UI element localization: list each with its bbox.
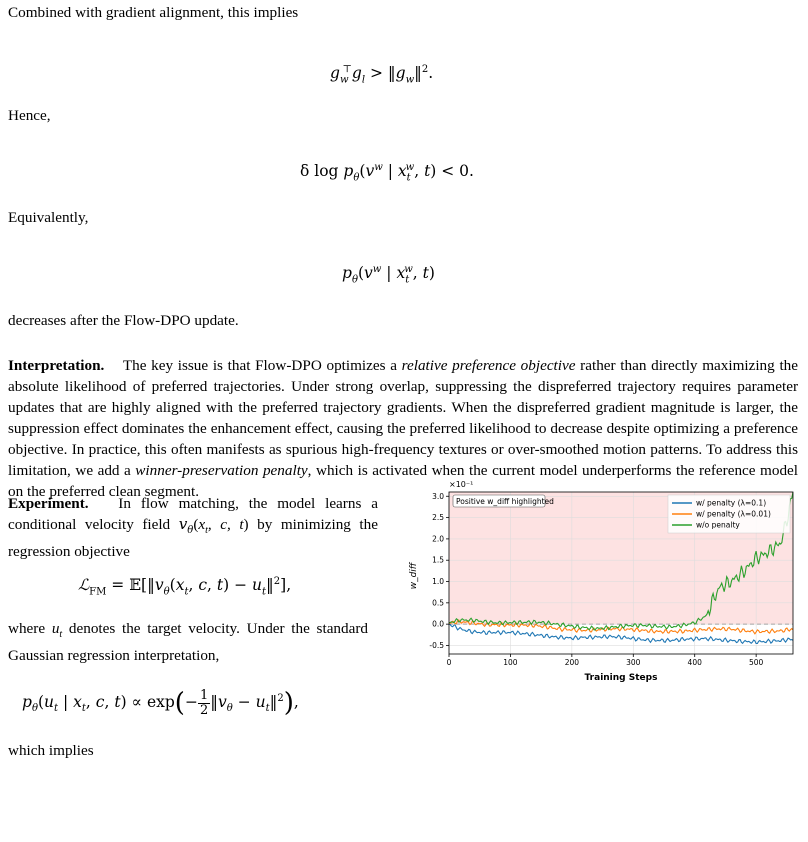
interpretation-text-c: , which is activated when the current model underperforms the reference model on the preferred clean segment. (8, 462, 798, 500)
interpretation-text-b: rather than directly maximizing the absolute likelihood of preferred trajectories. Under strong overlap, suppressing the dispreferred trajectory requires parameter updates that are highly aligned with the preferred trajectory gradients. When the dispreferred gradient magnitude is larger, the suppression effect dominates the enhancement effect, causing the preferred likelihood to decrease despite optimizing a preference objective. In practice, this often manifests as spurious high-frequency textures or over-smoothed motion patterns. To address this limitation, we add a (8, 357, 798, 479)
x-axis-ticks (447, 654, 764, 667)
y-tick-label: 1.0 (432, 577, 444, 587)
paragraph-implies: which implies (8, 742, 94, 759)
y-tick-label: 0.0 (432, 619, 444, 629)
interpretation-text-a: The key issue is that Flow-DPO optimizes a (122, 357, 402, 374)
y-axis-ticks (429, 492, 449, 650)
paragraph-equivalently: Equivalently, (8, 209, 89, 226)
legend-label: w/ penalty (λ=0.01) (696, 509, 771, 519)
chart-annotation (453, 495, 554, 507)
paragraph-where: where $u_t$ denotes the target velocity. Under the standard Gaussian regression interpretation, (8, 620, 369, 665)
experiment-heading: Experiment. (8, 495, 89, 512)
chart-legend (668, 495, 790, 533)
x-tick-label: 300 (626, 658, 641, 667)
equation-inner-product: $g_w^⊤g_l$ > $‖g_w‖^2$. (330, 64, 434, 86)
interpretation-emphasis-2: winner-preservation penalty (135, 462, 308, 479)
y-tick-label: 2.5 (432, 513, 444, 523)
interpretation-emphasis-1: relative preference objective (401, 357, 576, 374)
paragraph-hence: Hence, (8, 107, 51, 124)
experiment-text-a: In flow matching, the model learns a conditional velocity field (8, 495, 378, 533)
series-line (449, 624, 793, 643)
y-tick-label: -0.5 (429, 640, 444, 650)
legend-label: w/ penalty (λ=0.1) (696, 498, 767, 508)
y-tick-label: 0.5 (432, 598, 444, 608)
y-multiplier-label: ×10⁻¹ (449, 480, 474, 489)
equation-likelihood: $p_\theta(v^w$ | $x_t^w$, t) (342, 264, 435, 286)
legend-label: w/o penalty (696, 520, 740, 530)
paragraph-experiment: Experiment. In flow matching, the model learns a conditional velocity field $v_\theta(x_t$, c, t) by minimizing the regression objective (8, 495, 378, 561)
x-axis-label: Training Steps (584, 673, 658, 683)
where-text-a: where (8, 620, 46, 637)
annotation-text: Positive w_diff highlighted (456, 497, 554, 506)
y-axis-label: w_diff (409, 562, 419, 590)
equation-delta-log: δ $\log p_\theta(v^w$ | $x_t^w$, t) < 0. (300, 162, 474, 184)
equation-flow-matching-loss: ℒ$_{FM}$ = $𝔼[‖v_\theta(x_t$, c, $t) - u_t‖^2$], (78, 576, 292, 598)
equation-gaussian-likelihood: $p_\theta(u_t$ | $x_t$, c, t) ∝ exp(− 1 2 $‖v_\theta$ − $u_t‖^2$), (22, 687, 299, 718)
x-tick-label: 100 (503, 658, 518, 667)
where-text-b: denotes the target velocity. Under the standard Gaussian regression interpretation, (8, 620, 369, 665)
paragraph-gradient-alignment: Combined with gradient alignment, this implies (8, 4, 299, 21)
x-tick-label: 400 (687, 658, 702, 667)
x-tick-label: 500 (748, 658, 764, 667)
y-tick-label: 3.0 (432, 491, 444, 501)
y-tick-label: 1.5 (432, 555, 444, 565)
y-tick-label: 2.0 (432, 534, 444, 544)
experiment-text-b: by minimizing the regression objective (8, 516, 378, 561)
paragraph-decreases: decreases after the Flow-DPO update. (8, 312, 239, 329)
x-tick-label: 200 (564, 658, 580, 667)
wdiff-training-chart (402, 476, 800, 684)
interpretation-heading: Interpretation. (8, 357, 105, 374)
x-tick-label: 0 (446, 658, 452, 667)
